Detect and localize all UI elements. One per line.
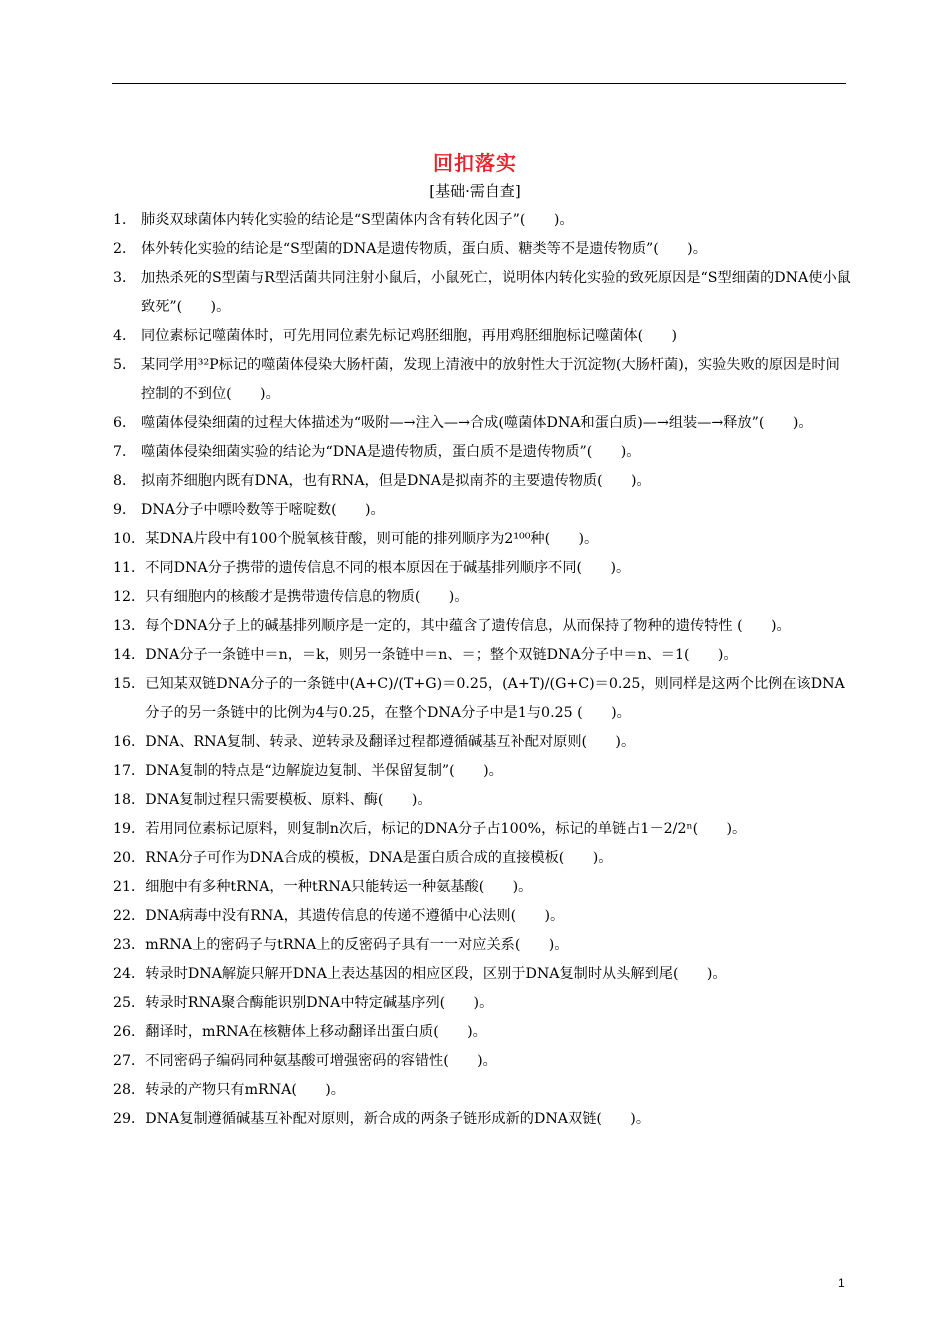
list-item: [113, 496, 853, 525]
item-number: 11．: [113, 560, 146, 576]
list-item: [113, 844, 853, 873]
list-item: [113, 583, 853, 612]
list-item: [113, 467, 853, 496]
item-text: 某DNA片段中有100个脱氧核苷酸，则可能的排列顺序为2¹⁰⁰种( )。: [145, 531, 599, 547]
item-number: 12．: [113, 589, 146, 605]
item-number: 29．: [113, 1111, 146, 1127]
item-text: 若用同位素标记原料，则复制n次后，标记的DNA分子占100%，标记的单链占1－2/2ⁿ( )。: [145, 821, 747, 837]
item-number: 25．: [113, 995, 146, 1011]
item-text: 噬菌体侵染细菌实验的结论为“DNA是遗传物质，蛋白质不是遗传物质”( )。: [141, 444, 641, 460]
item-number: 3．: [113, 270, 137, 286]
item-number: 13．: [113, 618, 146, 634]
list-item: [113, 873, 853, 902]
section-subtitle: [基础·需自查]: [429, 182, 521, 200]
item-number: 22．: [113, 908, 146, 924]
item-text: 加热杀死的S型菌与R型活菌共同注射小鼠后，小鼠死亡，说明体内转化实验的致死原因是“S型细菌的DNA使小鼠致死”( )。: [141, 270, 851, 315]
item-number: 8．: [113, 473, 137, 489]
item-number: 6．: [113, 415, 137, 431]
item-text: 只有细胞内的核酸才是携带遗传信息的物质( )。: [145, 589, 469, 605]
item-number: 28．: [113, 1082, 146, 1098]
item-text: 不同DNA分子携带的遗传信息不同的根本原因在于碱基排列顺序不同( )。: [145, 560, 631, 576]
list-item: [113, 1105, 853, 1134]
item-text: DNA病毒中没有RNA，其遗传信息的传递不遵循中心法则( )。: [145, 908, 565, 924]
list-item: [113, 641, 853, 670]
item-text: DNA分子中嘌呤数等于嘧啶数( )。: [141, 502, 385, 518]
item-number: 1．: [113, 212, 137, 228]
list-item: [113, 1076, 853, 1105]
item-text: 转录时DNA解旋只解开DNA上表达基因的相应区段，区别于DNA复制时从头解到尾( )。: [145, 966, 727, 982]
list-item: [113, 960, 853, 989]
item-text: 某同学用³²P标记的噬菌体侵染大肠杆菌，发现上清液中的放射性大于沉淀物(大肠杆菌)，实验失败的原因是时间控制的不到位( )。: [141, 357, 840, 402]
item-number: 24．: [113, 966, 146, 982]
list-item: [113, 264, 853, 322]
section-title: 回扣落实: [433, 151, 517, 175]
page-number: 1: [838, 1276, 845, 1290]
list-item: [113, 786, 853, 815]
item-text: 不同密码子编码同种氨基酸可增强密码的容错性( )。: [145, 1053, 497, 1069]
item-number: 18．: [113, 792, 146, 808]
item-number: 15．: [113, 676, 146, 692]
item-text: 噬菌体侵染细菌的过程大体描述为“吸附—→注入—→合成(噬菌体DNA和蛋白质)—→组装—→释放”( )。: [141, 415, 813, 431]
list-item: [113, 1047, 853, 1076]
item-text: DNA复制过程只需要模板、原料、酶( )。: [145, 792, 432, 808]
item-number: 7．: [113, 444, 137, 460]
list-item: [113, 206, 853, 235]
question-list: [113, 206, 853, 1134]
item-number: 23．: [113, 937, 146, 953]
list-item: [113, 409, 853, 438]
item-number: 16．: [113, 734, 146, 750]
list-item: [113, 525, 853, 554]
list-item: [113, 815, 853, 844]
item-text: DNA、RNA复制、转录、逆转录及翻译过程都遵循碱基互补配对原则( )。: [145, 734, 636, 750]
list-item: [113, 728, 853, 757]
item-number: 2．: [113, 241, 137, 257]
item-number: 19．: [113, 821, 146, 837]
list-item: [113, 931, 853, 960]
item-number: 9．: [113, 502, 137, 518]
list-item: [113, 1018, 853, 1047]
item-text: 拟南芥细胞内既有DNA，也有RNA，但是DNA是拟南芥的主要遗传物质( )。: [141, 473, 651, 489]
item-text: 翻译时，mRNA在核糖体上移动翻译出蛋白质( )。: [145, 1024, 487, 1040]
item-number: 20．: [113, 850, 146, 866]
item-text: DNA复制的特点是“边解旋边复制、半保留复制”( )。: [145, 763, 503, 779]
item-text: DNA分子一条链中＝n，＝k，则另一条链中＝n、＝；整个双链DNA分子中＝n、＝1( )。: [145, 647, 738, 663]
list-item: [113, 554, 853, 583]
list-item: [113, 902, 853, 931]
list-item: [113, 235, 853, 264]
item-number: 5．: [113, 357, 137, 373]
list-item: [113, 757, 853, 786]
item-text: DNA复制遵循碱基互补配对原则，新合成的两条子链形成新的DNA双链( )。: [145, 1111, 651, 1127]
header-rule: [112, 83, 846, 84]
item-text: 转录时RNA聚合酶能识别DNA中特定碱基序列( )。: [145, 995, 494, 1011]
list-item: [113, 670, 853, 728]
list-item: [113, 989, 853, 1018]
item-number: 21．: [113, 879, 146, 895]
list-item: [113, 438, 853, 467]
item-number: 27．: [113, 1053, 146, 1069]
item-text: 已知某双链DNA分子的一条链中(A+C)/(T+G)＝0.25，(A+T)/(G+C)＝0.25，则同样是这两个比例在该DNA分子的另一条链中的比例为4与0.25，在整个DNA分子中是1与0.25 ( )。: [145, 676, 845, 721]
list-item: [113, 322, 853, 351]
item-number: 4．: [113, 328, 137, 344]
item-text: 体外转化实验的结论是“S型菌的DNA是遗传物质，蛋白质、糖类等不是遗传物质”( )。: [141, 241, 707, 257]
item-number: 26．: [113, 1024, 146, 1040]
item-text: 细胞中有多种tRNA，一种tRNA只能转运一种氨基酸( )。: [145, 879, 533, 895]
item-text: 转录的产物只有mRNA( )。: [145, 1082, 345, 1098]
item-text: mRNA上的密码子与tRNA上的反密码子具有一一对应关系( )。: [145, 937, 569, 953]
list-item: [113, 351, 853, 409]
item-number: 10．: [113, 531, 146, 547]
item-text: 同位素标记噬菌体时，可先用同位素先标记鸡胚细胞，再用鸡胚细胞标记噬菌体( ): [141, 328, 678, 344]
item-text: RNA分子可作为DNA合成的模板，DNA是蛋白质合成的直接模板( )。: [145, 850, 613, 866]
item-text: 每个DNA分子上的碱基排列顺序是一定的，其中蕴含了遗传信息，从而保持了物种的遗传特性 ( )。: [145, 618, 791, 634]
item-number: 17．: [113, 763, 146, 779]
item-number: 14．: [113, 647, 146, 663]
list-item: [113, 612, 853, 641]
item-text: 肺炎双球菌体内转化实验的结论是“S型菌体内含有转化因子”( )。: [141, 212, 574, 228]
